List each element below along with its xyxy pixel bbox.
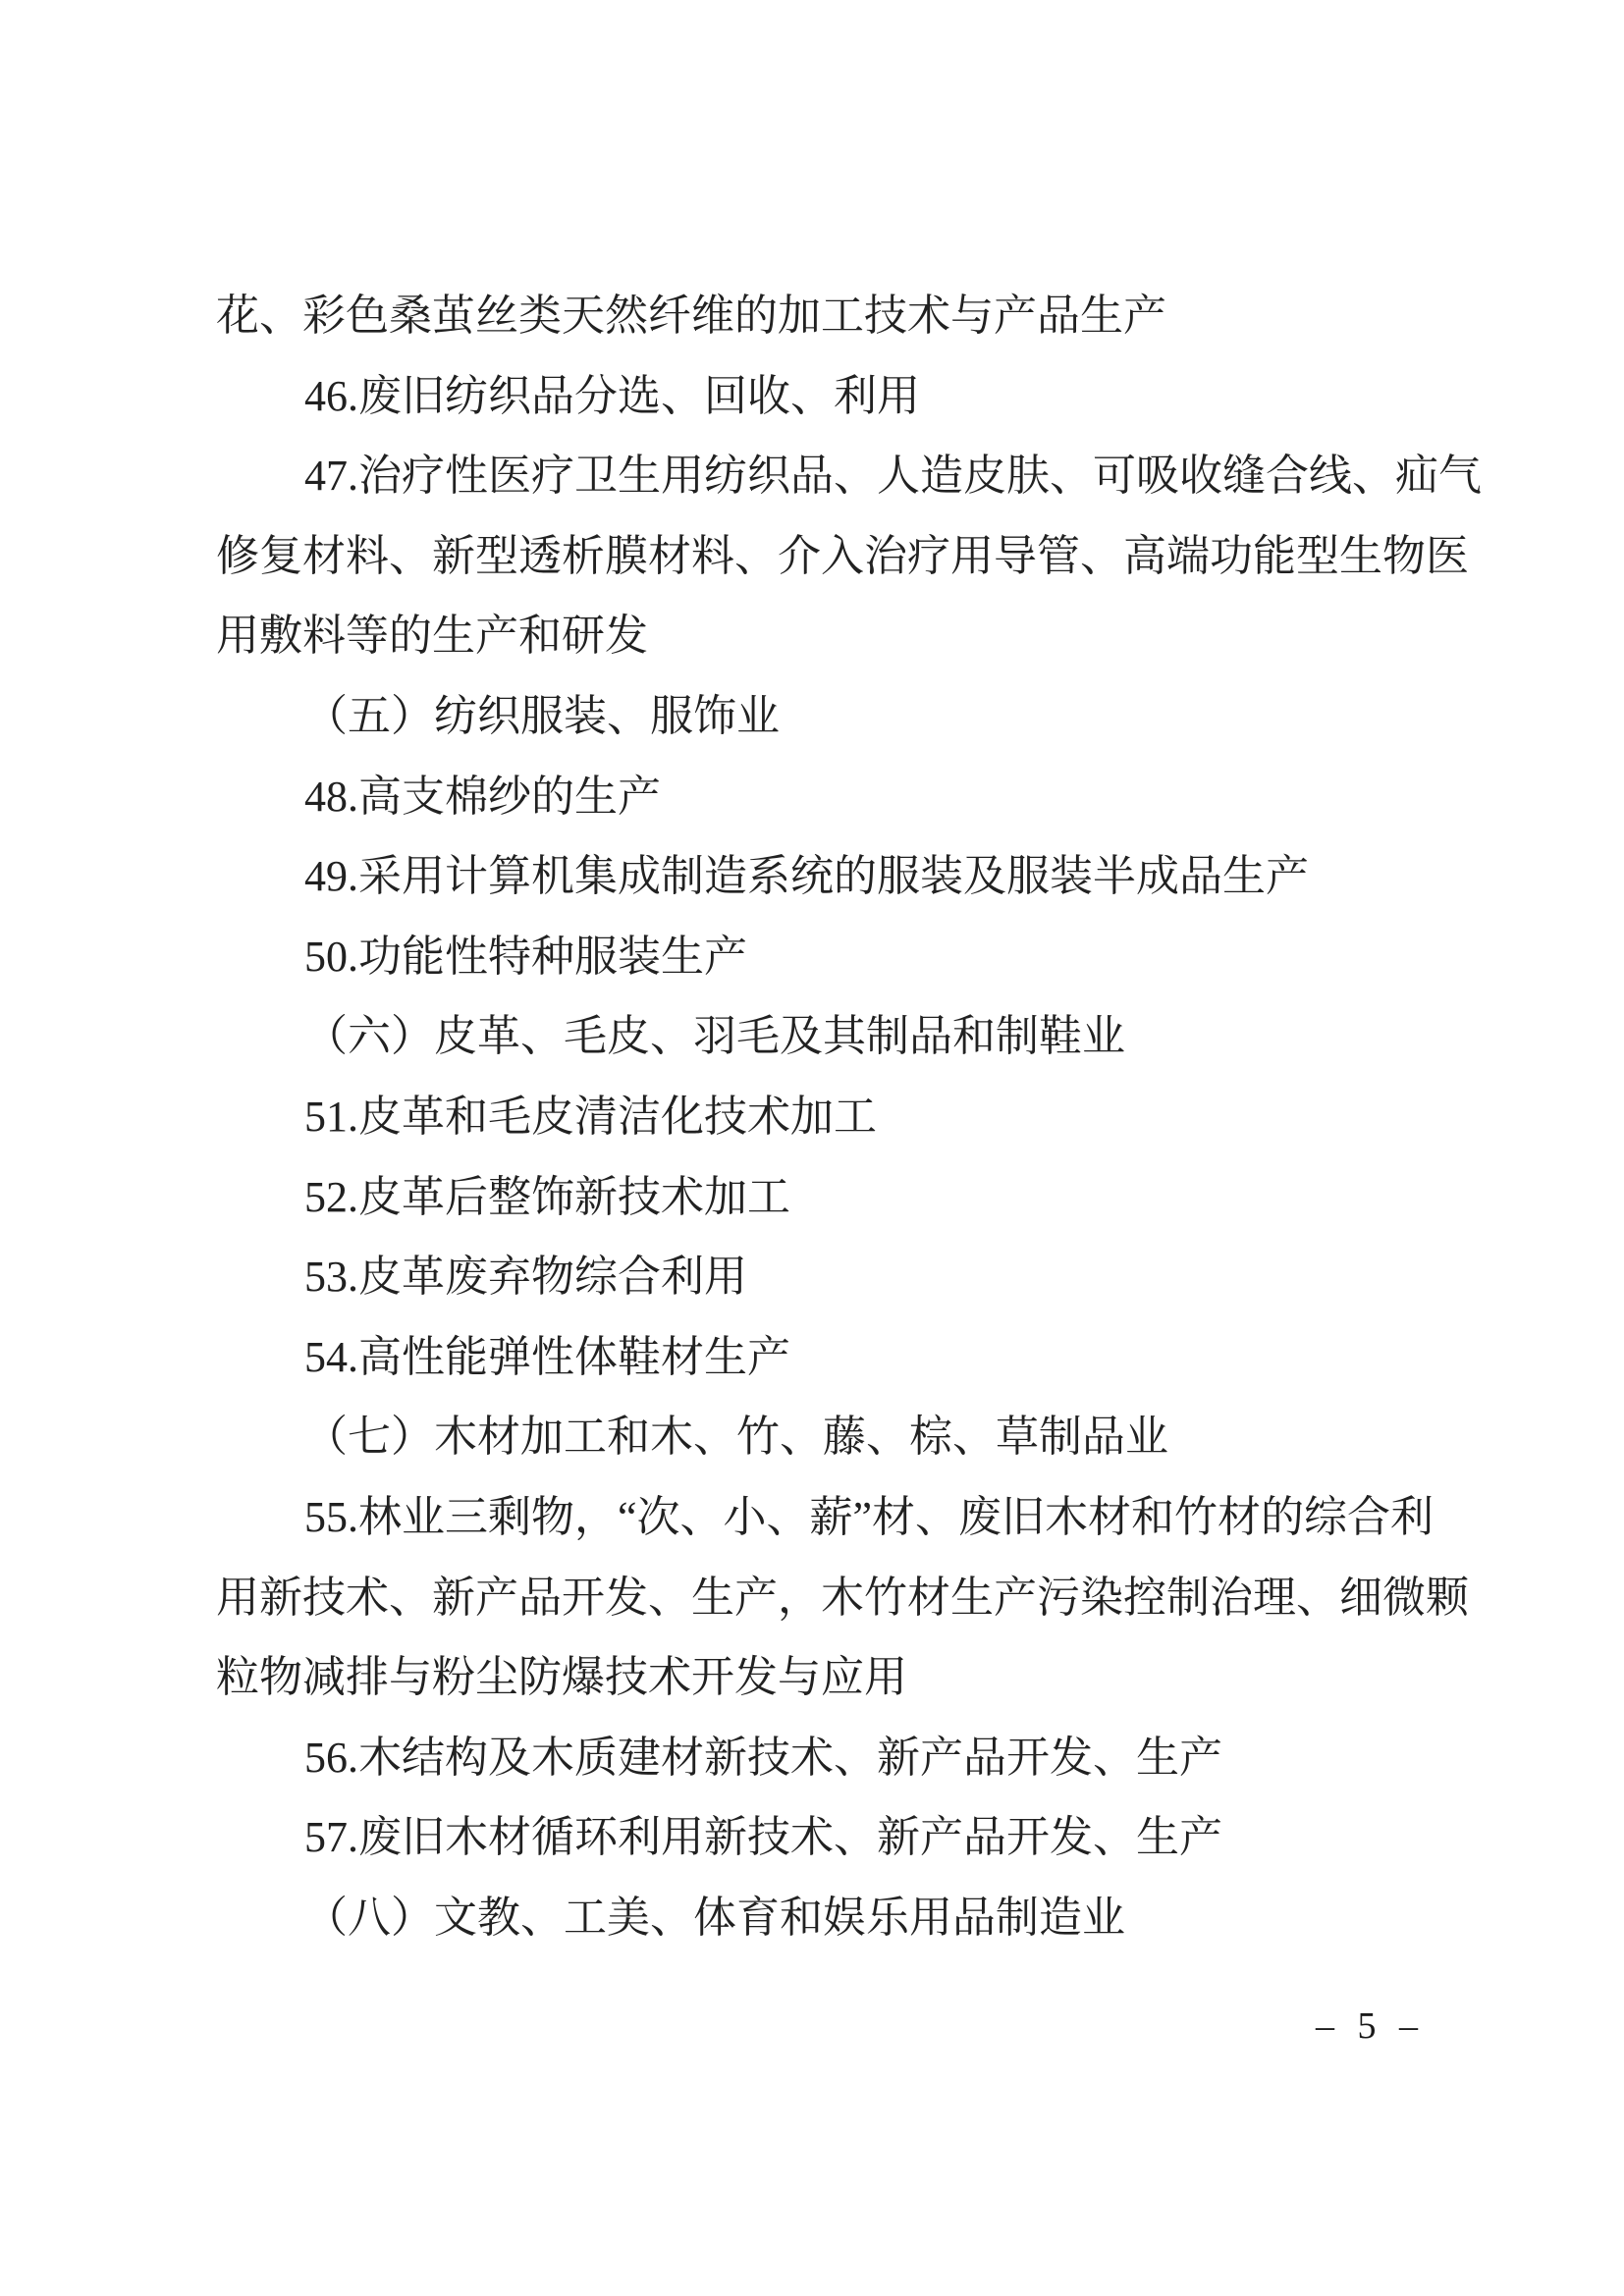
item-51: 51.皮革和毛皮清洁化技术加工 <box>304 1092 877 1141</box>
item-56: 56.木结构及木质建材新技术、新产品开发、生产 <box>304 1733 1222 1782</box>
item-47-wrap-1: 修复材料、新型透析膜材料、介入治疗用导管、高端功能型生物医 <box>216 531 1469 580</box>
section-8-heading: （八）文教、工美、体育和娱乐用品制造业 <box>304 1893 1125 1942</box>
item-55: 55.林业三剩物，“次、小、薪”材、废旧木材和竹材的综合利 <box>304 1492 1435 1541</box>
item-55-wrap-2: 粒物减排与粉尘防爆技术开发与应用 <box>216 1653 907 1702</box>
line-continuation-top: 花、彩色桑茧丝类天然纤维的加工技术与产品生产 <box>216 292 1166 340</box>
section-7-heading: （七）木材加工和木、竹、藤、棕、草制品业 <box>304 1413 1168 1462</box>
item-57: 57.废旧木材循环利用新技术、新产品开发、生产 <box>304 1813 1222 1862</box>
item-47-wrap-2: 用敷料等的生产和研发 <box>216 612 648 661</box>
item-55-wrap-1: 用新技术、新产品开发、生产，木竹材生产污染控制治理、细微颗 <box>216 1573 1469 1622</box>
item-53: 53.皮革废弃物综合利用 <box>304 1253 747 1302</box>
document-body <box>216 276 1482 1957</box>
item-50: 50.功能性特种服装生产 <box>304 932 747 981</box>
item-46: 46.废旧纺织品分选、回收、利用 <box>304 371 920 420</box>
section-6-heading: （六）皮革、毛皮、羽毛及其制品和制鞋业 <box>304 1012 1125 1061</box>
item-49: 49.采用计算机集成制造系统的服装及服装半成品生产 <box>304 852 1309 901</box>
item-54: 54.高性能弹性体鞋材生产 <box>304 1332 790 1381</box>
item-47: 47.治疗性医疗卫生用纺织品、人造皮肤、可吸收缝合线、疝气 <box>304 452 1482 501</box>
item-48: 48.高支棉纱的生产 <box>304 772 661 821</box>
section-5-heading: （五）纺织服装、服饰业 <box>304 691 780 740</box>
item-52: 52.皮革后整饰新技术加工 <box>304 1172 790 1221</box>
page-number: – 5 – <box>1316 2005 1418 2047</box>
